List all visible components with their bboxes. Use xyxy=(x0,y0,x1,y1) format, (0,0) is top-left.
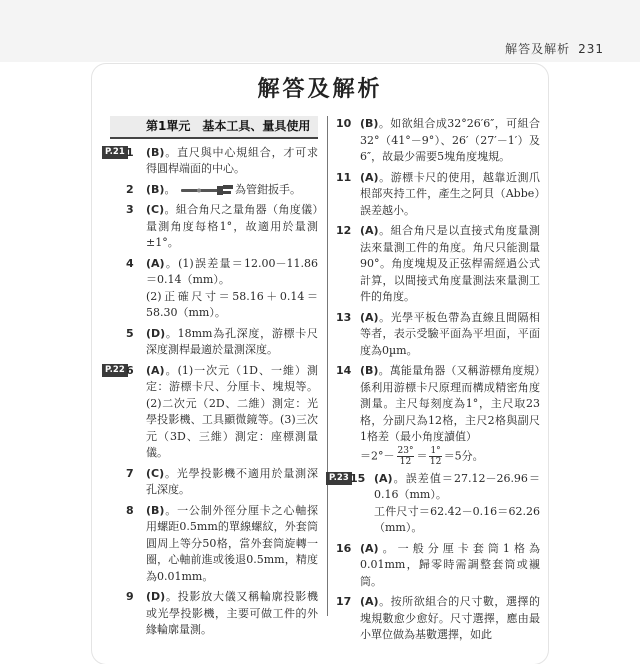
answer-item: P.21 1 (B)。直尺與中心規組合，才可求得圓桿端面的中心。 xyxy=(110,145,318,178)
answer-item: 2 (B)。 為管鉗扳手。 xyxy=(126,182,301,196)
page-ref-tag: P.23 xyxy=(326,472,352,485)
answer-item: 5 (D)。18mm為孔深度，游標卡尺深度測桿最適於量測深度。 xyxy=(126,326,318,356)
answer-item: P.23 15 (A)。誤差值＝27.12－26.96＝0.16（mm）。 工件尺寸＝62.42－0.16＝62.26（mm）。 xyxy=(336,471,540,537)
formula: ＝2°－ $\frac{23^\circ}{12}$ ＝ $\frac{1^\circ}{12}$ ＝5分。 xyxy=(360,445,484,467)
answer-item: 8 (B)。一公制外徑分厘卡之心軸探用螺距0.5mm的單線螺紋，外套筒圓周上等分50格，當外套筒旋轉一圈，心軸前進或後退0.5mm，精度為0.01mm。 xyxy=(126,503,318,583)
left-column xyxy=(105,116,318,643)
answer-item: 10 (B)。如欲組合成32°26′6″，可組合32°（41°－9°）、26′（27′－1′）及6″，故最少需要5塊角度塊規。 xyxy=(336,117,540,163)
answer-item: P.22 6 (A)。(1)一次元（1D、一維）測定：游標卡尺、分厘卡、塊規等。(2)二次元（2D、二維）測定：光學投影機、工具顯微鏡等。(3)三次元（3D、三維）測定：座標測量儀。 xyxy=(110,363,318,462)
answer-item: 12 (A)。組合角尺是以直接式角度量測法來量測工件的角度。角尺只能測量90°。角度塊規及正弦桿需經過公式計算，以間接式角度量測法來量測工件的角度。 xyxy=(336,224,540,303)
answer-item: 11 (A)。游標卡尺的使用，越靠近測爪根部夾持工件，產生之阿貝（Abbe）誤差越小。 xyxy=(336,170,540,217)
fraction: $\frac{23^\circ}{12}$ xyxy=(397,445,414,467)
answer-item: 17 (A)。按所欲組合的尺寸數，選擇的塊規數愈少愈好。尺寸選擇，應由最小單位做為基數選擇，如此 xyxy=(336,595,540,641)
answer-item: 13 (A)。光學平板色帶為直線且間隔相等者，表示受驗平面為平坦面，平面度為0µm。 xyxy=(336,310,540,357)
answer-item: 9 (D)。投影放大儀又稱輪廓投影機或光學投影機，主要可做工件的外緣輪廓量測。 xyxy=(126,590,318,636)
page-number: 231 xyxy=(578,42,604,56)
answer-item: 4 (A)。(1)誤差量＝12.00－11.86＝0.14（mm）。 (2)正確尺寸＝58.16＋0.14＝58.30（mm）。 xyxy=(126,256,318,319)
unit-heading: 第1單元 基本工具、量具使用 xyxy=(110,116,318,139)
section-title: 解答及解析 xyxy=(505,42,571,56)
fraction: $\frac{1^\circ}{12}$ xyxy=(429,445,442,467)
page-ref-tag: P.21 xyxy=(102,146,128,159)
page-title: 解答及解析 xyxy=(257,77,383,102)
answer-item: 16 (A)。一般分厘卡套筒1格為0.01mm，歸零時需調整套筒或襯筒。 xyxy=(336,541,540,588)
running-header xyxy=(505,40,604,57)
answer-item: 7 (C)。光學投影機不適用於量測深孔深度。 xyxy=(126,466,318,496)
answer-item: 14 (B)。萬能量角器（又稱游標角度規）係利用游標卡尺原理而構成精密角度測量。主尺每刻度為1°，主尺取23格，分副尺為12格，主尺2格與副尺1格差（最小角度讀值） ＝2°－ $\frac{23^\circ}{12}$ ＝ $\frac{1^\circ}{12}$ ＝5分。 xyxy=(336,364,540,467)
pipe-wrench-icon xyxy=(179,184,235,196)
answer-item: 3 (C)。組合角尺之量角器（角度儀）量測角度每格1°，故適用於量測±1°。 xyxy=(126,203,318,249)
column-divider xyxy=(327,116,328,616)
right-column xyxy=(329,116,540,648)
page-ref-tag: P.22 xyxy=(102,364,128,377)
